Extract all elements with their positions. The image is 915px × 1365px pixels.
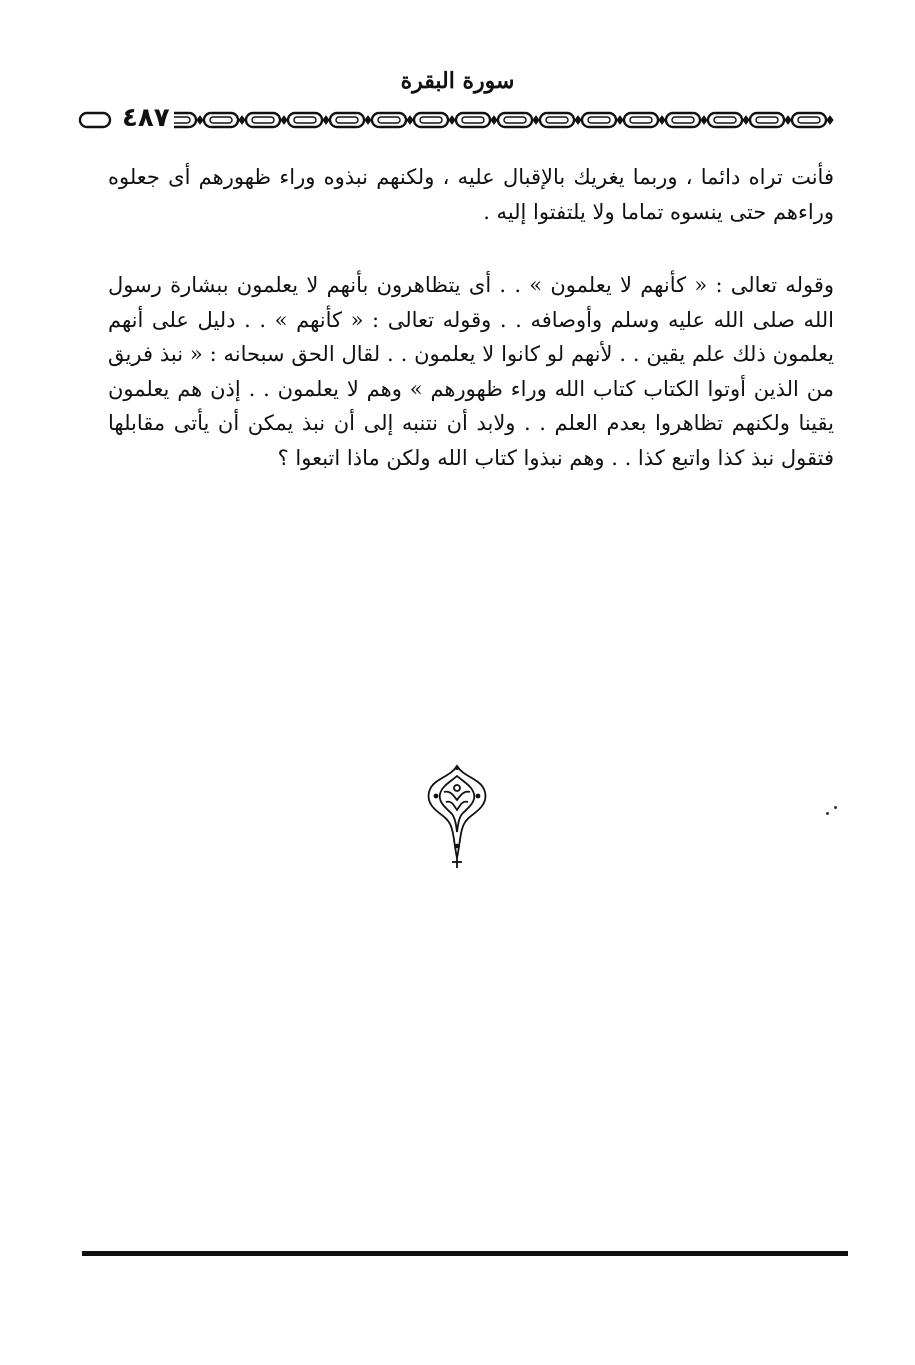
surah-title: سورة البقرة bbox=[400, 68, 515, 94]
speck bbox=[826, 812, 829, 815]
paragraph-2: وقوله تعالى : « كأنهم لا يعلمون » . . أى يتظاهرون بأنهم لا يعلمون ببشارة رسول الله صلى الله عليه وسلم وأوصافه . . وقوله تعالى : « كأنهم » . . دليل على أنهم يعلمون ذلك علم يقين . . لأنهم لو كانوا لا يعلمون . . لقال الحق سبحانه : « نبذ فريق من الذين أوتوا الكتاب كتاب الله وراء ظهورهم » وهم لا يعلمون . . إذن هم يعلمون يقينا ولكنهم تظاهروا بعدم العلم . . ولابد أن نتنبه إلى أن نبذ يمكن أن يأتى مقابلها فتقول نبذ كذا واتبع كذا . . وهم نبذوا كتاب الله ولكن ماذا اتبعوا ؟ bbox=[108, 273, 834, 470]
arabesque-ornament-icon bbox=[424, 762, 490, 870]
chain-border-icon bbox=[78, 106, 858, 134]
speck bbox=[834, 806, 837, 809]
paragraph-1: فأنت تراه دائما ، وربما يغريك بالإقبال عليه ، ولكنهم نبذوه وراء ظهورهم أى جعلوه وراءهم حتى ينسوه تماما ولا يلتفتوا إليه . bbox=[108, 165, 834, 224]
page-number: ٤٨٧ bbox=[118, 100, 174, 136]
footer-rule bbox=[82, 1251, 848, 1256]
